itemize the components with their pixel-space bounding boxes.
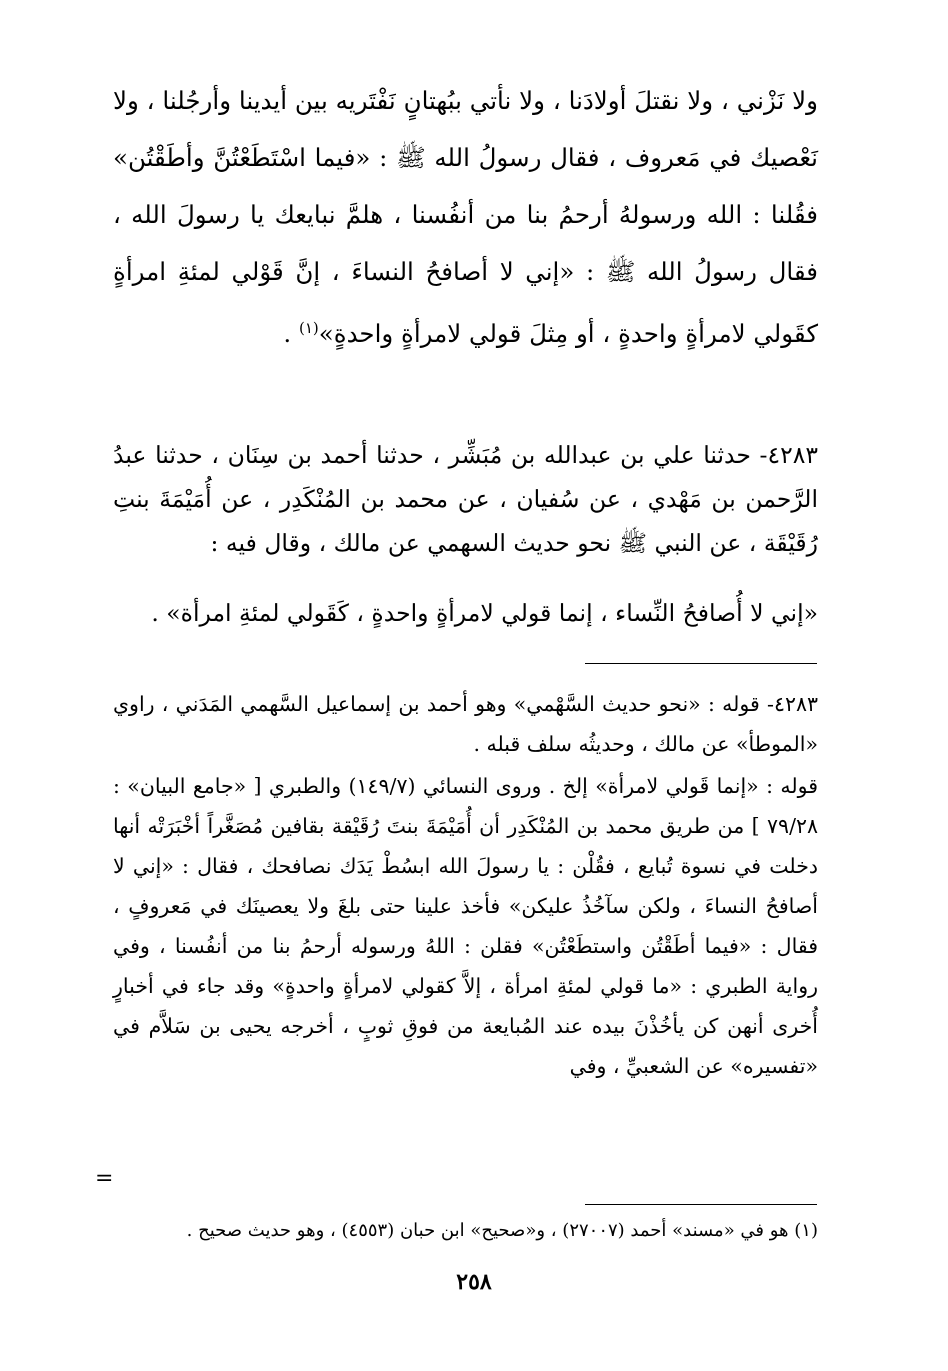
hadith-matn-paragraph: «إني لا أُصافحُ النِّساء ، إنما قولي لامرأةٍ واحدةٍ ، كَقَولي لمئةِ امرأة» . [151,599,818,627]
hadith-isnad-paragraph: ٤٢٨٣- حدثنا علي بن عبدالله بن مُبَشِّر ، حدثنا أحمد بن سِنَان ، حدثنا عبدُ الرَّحمن بن مَهْدي ، عن سُفيان ، عن محمد بن المُنْكَدِر ، عن أُمَيْمَةَ بنتِ رُقَيْقَة ، عن النبي ﷺ نحو حديث السهمي عن مالك ، وقال فيه : [113,441,818,557]
page-number: ٢٥٨ [456,1269,492,1295]
footnote: (١) هو في «مسند» أحمد (٢٧٠٠٧) ، و«صحيح» ابن حبان (٤٥٥٣) ، وهو حديث صحيح . [186,1220,818,1241]
commentary-paragraph-1: ٤٢٨٣- قوله : «نحو حديث السَّهْمي» وهو أحمد بن إسماعيل السَّهمي المَدَني ، راوي «الموطأ» عن مالك ، وحديثُه سلف قبله . [113,692,818,756]
commentary-paragraph-2: قوله : «إنما قَولي لامرأة» إلخ . وروى النسائي (١٤٩/٧) والطبري [ «جامع البيان» : ٧٩/٢٨ ] من طريق محمد بن المُنْكَدِر أن أُمَيْمَةَ بنتَ رُقَيْقة بقافين مُصَغَّراً أخْبَرَتْه أنها دخلت في نسوة تُبايع ، فقُلْن : يا رسولَ الله ابسُطْ يَدَك نصافحك ، فقال : «إني لا أصافحُ النساءَ ، ولكن سآخُذُ عليكن» فأخذ علينا حتى بلغَ ولا يعصينَك في مَعروفٍ ، فقال : «فيما أطَقْتُن واستطَعْتُن» فقلن : اللهُ ورسوله أرحمُ بنا من أنفُسنا ، وفي رواية الطبري : «ما قولي لمئةِ امرأة ، إلاَّ كقولي لامرأةٍ واحدةٍ» وقد جاء في أخبارٍ أُخرى أنهن كن يأخُذْنَ بيده عند المُبايعة من فوقِ ثوبٍ ، أخرجه يحيى بن سَلاَّم في «تفسيره» عن الشعبيِّ ، وفي [113,774,818,1078]
commentary-divider [585,663,817,664]
hadith-text-end: . [283,319,299,349]
hadith-text: ولا نَزْني ، ولا نقتلَ أولادَنا ، ولا نأتي ببُهتانٍ نَفْتَريه بين أيدينا وأرجُلنا ، ولا نَعْصيك في مَعروف ، فقال رسولُ الله ﷺ : «فيما اسْتَطَعْتُنَّ وأطَقْتُن» فقُلنا : الله ورسولهُ أرحمُ بنا من أنفُسنا ، هلمَّ نبايعك يا رسولَ الله ، فقال رسولُ الله ﷺ : «إني لا أصافحُ النساءَ ، إنَّ قَوْلي لمئةِ امرأةٍ كقَولي لامرأةٍ واحدةٍ ، أو مِثلَ قولي لامرأةٍ واحدةٍ» [113,86,818,349]
footnote-divider [585,1204,817,1205]
continuation-mark: = [95,1166,114,1191]
footnote-reference: (١) [298,319,319,337]
hadith-text-paragraph [113,72,818,362]
